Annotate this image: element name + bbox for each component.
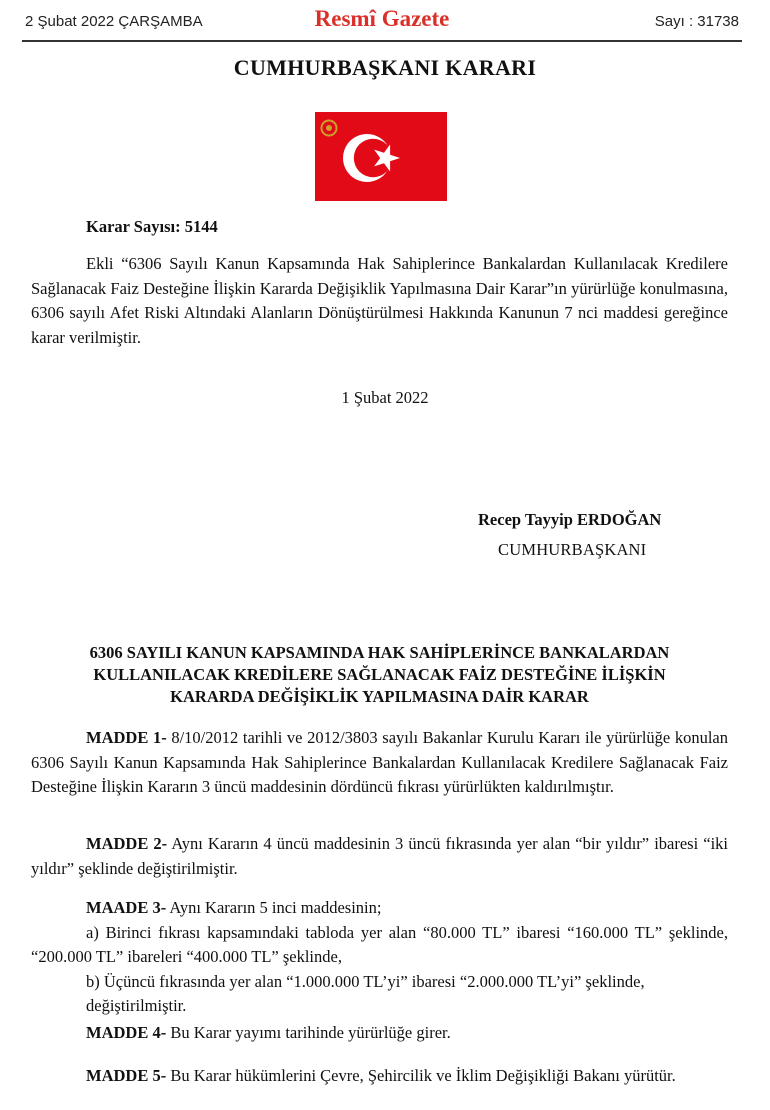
- article-2: [31, 832, 728, 881]
- decision-text: Ekli “6306 Sayılı Kanun Kapsamında Hak Sahiplerince Bankalardan Kullanılacak Kredilere Sağlanacak Faiz Desteğine İlişkin Kararda Değişiklik Yapılmasına Dair Karar”ın yürürlüğe konulmasına, 6306 sayılı Afet Riski Altındaki Alanların Dönüştürülmesi Hakkında Kanunun 7 nci maddesi gereğince karar verilmiştir.: [31, 254, 728, 347]
- article-text: Aynı Kararın 5 inci maddesinin;: [169, 898, 382, 917]
- gazette-title: Resmî Gazete: [314, 6, 450, 31]
- article-text: Bu Karar yayımı tarihinde yürürlüğe girer.: [170, 1023, 451, 1042]
- regulation-title-line: KULLANILACAK KREDİLERE SAĞLANACAK FAİZ DESTEĞİNE İLİŞKİN: [93, 665, 666, 684]
- article-5: [31, 1064, 728, 1089]
- article-text: Aynı Kararın 4 üncü maddesinin 3 üncü fıkrasında yer alan “bir yıldır” ibaresi “iki yıldır” şeklinde değiştirilmiştir.: [31, 834, 729, 878]
- regulation-title: [31, 642, 728, 708]
- decision-number: Karar Sayısı: 5144: [86, 217, 218, 236]
- article-3-end: değiştirilmiştir.: [86, 996, 187, 1015]
- article-label: MADDE 5-: [86, 1066, 167, 1085]
- article-4: [31, 1021, 728, 1046]
- article-label: MADDE 4-: [86, 1023, 167, 1042]
- signatory-title: CUMHURBAŞKANI: [498, 540, 647, 559]
- issue-number: Sayı : 31738: [654, 13, 739, 30]
- article-3-clause-b: b) Üçüncü fıkrasında yer alan “1.000.000 TL’yi” ibaresi “2.000.000 TL’yi” şeklinde,: [86, 971, 645, 991]
- regulation-title-line: KARARDA DEĞİŞİKLİK YAPILMASINA DAİR KARAR: [170, 687, 589, 706]
- article-1: [31, 726, 728, 800]
- article-text: Bu Karar hükümlerini Çevre, Şehircilik ve İklim Değişikliği Bakanı yürütür.: [170, 1066, 676, 1085]
- signatory-name: Recep Tayyip ERDOĞAN: [478, 510, 662, 529]
- document-title: CUMHURBAŞKANI KARARI: [233, 55, 537, 80]
- turkish-flag-icon: [315, 112, 447, 201]
- regulation-title-line: 6306 SAYILI KANUN KAPSAMINDA HAK SAHİPLERİNCE BANKALARDAN: [89, 643, 670, 662]
- gazette-header: [22, 0, 742, 42]
- decision-date: 1 Şubat 2022: [341, 388, 429, 407]
- article-3: [31, 896, 728, 1019]
- article-text: 8/10/2012 tarihli ve 2012/3803 sayılı Bakanlar Kurulu Kararı ile yürürlüğe konulan 6306 Sayılı Kanun Kapsamında Hak Sahiplerince Bankalardan Kullanılacak Kredilere Sağlanacak Faiz Desteğine İlişkin Kararın 3 üncü maddesinin dördüncü fıkrası yürürlükten kaldırılmıştır.: [31, 728, 728, 796]
- article-label: MADDE 1-: [86, 728, 167, 747]
- article-label: MAADE 3-: [86, 898, 167, 917]
- article-label: MADDE 2-: [86, 834, 168, 853]
- article-3-clause-a: a) Birinci fıkrası kapsamındaki tabloda yer alan “80.000 TL” ibaresi “160.000 TL” şeklinde, “200.000 TL” ibareleri “400.000 TL” şeklinde,: [31, 922, 728, 966]
- header-date: 2 Şubat 2022 ÇARŞAMBA: [25, 13, 203, 30]
